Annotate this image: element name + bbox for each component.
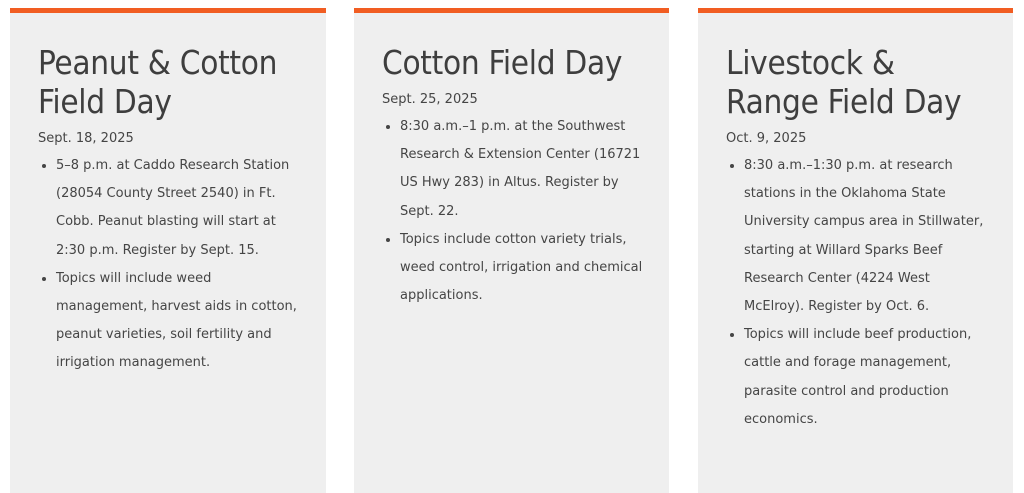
card-title: Cotton Field Day bbox=[382, 43, 623, 82]
list-item: • Topics will include weed management, harvest aids in cotton, peanut varieties, soil fertility and irrigation management. bbox=[56, 265, 306, 378]
card-details-list bbox=[38, 152, 306, 378]
list-item: • 5–8 p.m. at Caddo Research Station (28054 County Street 2540) in Ft. Cobb. Peanut blasting will start at 2:30 p.m. Register by Sept. 15. bbox=[56, 152, 306, 265]
event-card-livestock-range bbox=[698, 8, 1013, 493]
event-card-peanut-cotton bbox=[10, 8, 326, 493]
card-date: Oct. 9, 2025 bbox=[726, 131, 807, 146]
card-date: Sept. 25, 2025 bbox=[382, 92, 478, 107]
card-date: Sept. 18, 2025 bbox=[38, 131, 134, 146]
card-title: Livestock & Range Field Day bbox=[726, 43, 962, 121]
list-item: • 8:30 a.m.–1:30 p.m. at research stations in the Oklahoma State University campus area in Stillwater, starting at Willard Sparks Beef Research Center (4224 West McElroy). Register by Oct. 6. bbox=[744, 152, 993, 321]
card-details-list bbox=[382, 113, 649, 310]
event-card-cotton bbox=[354, 8, 669, 493]
list-item: • Topics will include beef production, cattle and forage management, parasite control and production economics. bbox=[744, 321, 993, 434]
list-item: • Topics include cotton variety trials, weed control, irrigation and chemical applications. bbox=[400, 226, 649, 311]
card-title: Peanut & Cotton Field Day bbox=[38, 43, 278, 121]
list-item: • 8:30 a.m.–1 p.m. at the Southwest Research & Extension Center (16721 US Hwy 283) in Altus. Register by Sept. 22. bbox=[400, 113, 649, 226]
card-details-list bbox=[726, 152, 993, 434]
